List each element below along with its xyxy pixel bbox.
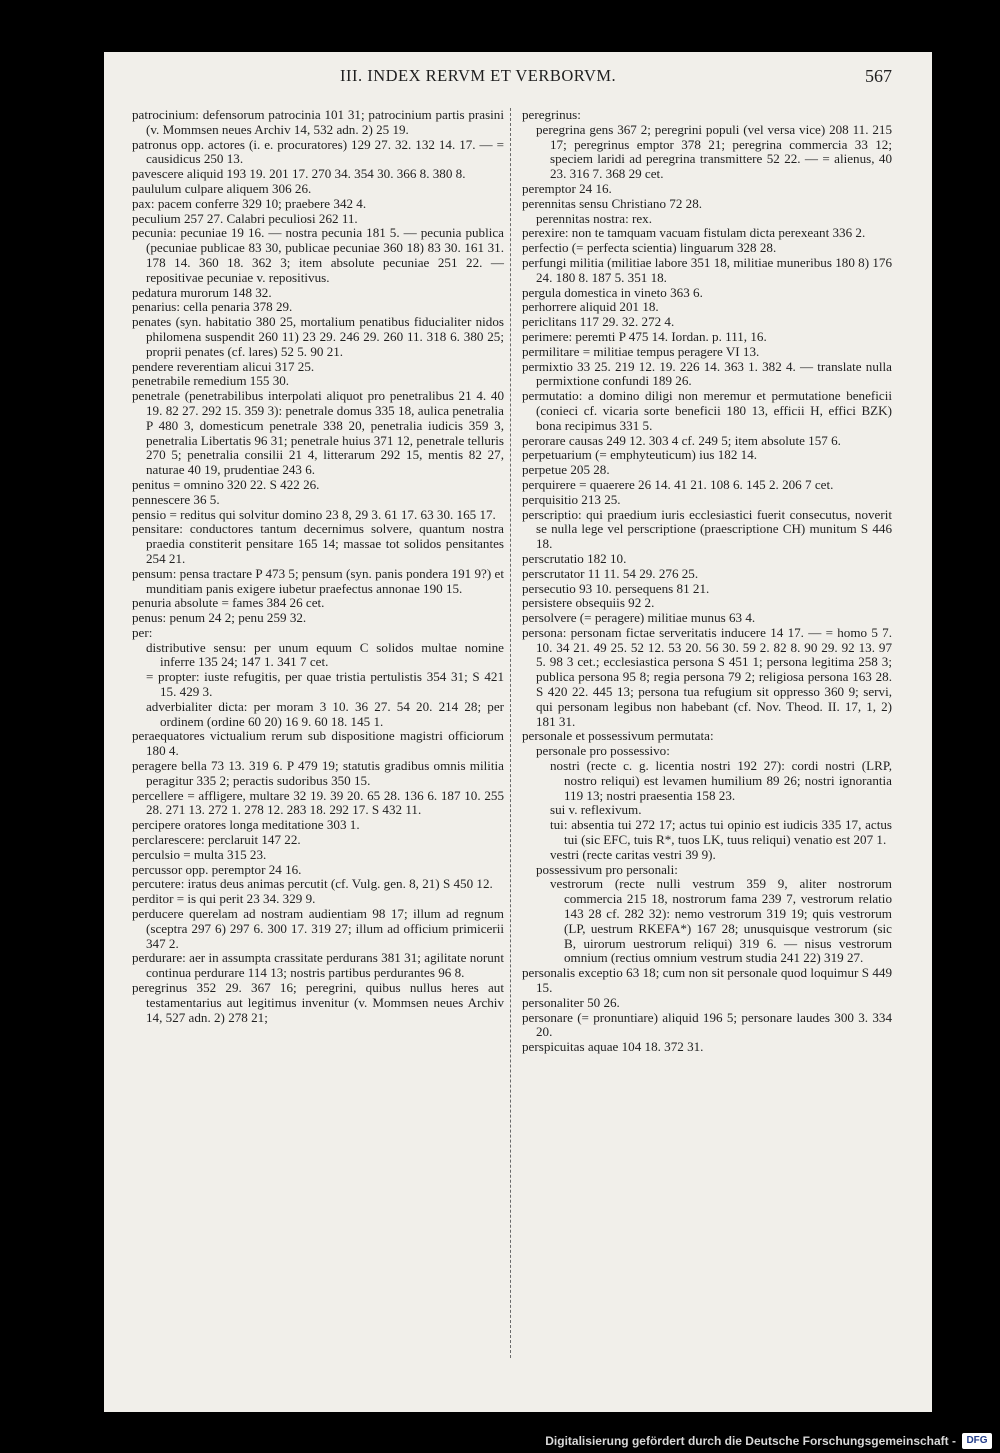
index-entry: pavescere aliquid 193 19. 201 17. 270 34. 354 30. 366 8. 380 8. [132, 166, 466, 182]
index-entry: pergula domestica in vineto 363 6. [522, 284, 703, 300]
index-subentry: adverbialiter dicta: per moram 3 10. 36 27. 54 20. 214 28; per ordinem (ordine 60 20) 16 9. 60 18. 145 1. [146, 698, 504, 729]
index-subentry: tui: absentia tui 272 17; actus tui opinio est iudicis 335 17, actus tui (sic EFC, tuis R*, tuos LK, tuus reliqui) venatio est 207 1. [550, 817, 892, 848]
index-entry: penetrabile remedium 155 30. [132, 373, 290, 389]
index-subentry: peregrina gens 367 2; peregrini populi (vel versa vice) 208 11. 215 17; peregrinus emptor 378 21; peregrina commercia 33 12; speciem laridi ad peregrina transmittere 52 22. — = alienus, 40 23. 316 7. 368 29 cet. [536, 121, 892, 182]
index-entry: peculium 257 27. Calabri peculiosi 262 11. [132, 210, 358, 226]
index-entry: percutere: iratus deus animas percutit (cf. Vulg. gen. 8, 21) S 450 12. [132, 876, 493, 892]
index-entry: personare (= pronuntiare) aliquid 196 5; personare laudes 300 3. 334 20. [522, 1009, 892, 1040]
index-entry: perclarescere: perclaruit 147 22. [132, 832, 301, 848]
index-entry: perpetuarium (= emphyteuticum) ius 182 14. [522, 447, 758, 463]
index-subentry: sui v. reflexivum. [550, 802, 642, 818]
index-entry: perexire: non te tamquam vacuam fistulam dicta perexeant 336 2. [522, 225, 866, 241]
index-entry: perculsio = multa 315 23. [132, 846, 267, 862]
index-entry: perspicuitas aquae 104 18. 372 31. [522, 1039, 704, 1055]
index-entry: penus: penum 24 2; penu 259 32. [132, 610, 307, 626]
index-entry: peremptor 24 16. [522, 180, 612, 196]
index-entry: paululum culpare aliquem 306 26. [132, 180, 312, 196]
dfg-logo-icon: DFG [962, 1433, 992, 1449]
index-entry: peregrinus 352 29. 367 16; peregrini, quibus nullus heres aut testamentarius aut legitimus invenitur (v. Mommsen neues Archiv 14, 527 adn. 2) 278 21; [132, 980, 504, 1025]
index-entry: percussor opp. peremptor 24 16. [132, 861, 302, 877]
index-entry: persolvere (= peragere) militiae munus 63 4. [522, 610, 756, 626]
index-entry: pensio = reditus qui solvitur domino 23 8, 29 3. 61 17. 63 30. 165 17. [132, 506, 496, 522]
index-entry: penarius: cella penaria 378 29. [132, 299, 293, 315]
index-entry: percellere = affligere, multare 32 19. 39 20. 65 28. 136 6. 187 10. 255 28. 271 13. 272 1. 278 12. 283 18. 292 17. S 432 11. [132, 787, 504, 818]
index-entry: perquisitio 213 25. [522, 491, 621, 507]
index-entry: patrocinium: defensorum patrocinia 101 31; patrocinium partis prasini (v. Mommsen neues Archiv 14, 532 adn. 2) 25 19. [132, 107, 504, 137]
index-subentry: personale pro possessivo: [536, 743, 670, 759]
index-subentry: possessivum pro personali: [536, 861, 678, 877]
index-entry: perscrutator 11 11. 54 29. 276 25. [522, 565, 699, 581]
index-entry: pensum: pensa tractare P 473 5; pensum (syn. panis pondera 191 9?) et munditiam panis exigere iubetur praefectus annonae 190 15. [132, 565, 504, 596]
index-subentry: nostri (recte c. g. licentia nostri 192 27): cordi nostri (LRP, nostro reliqui) est levamen humilium 89 26; nostri ignorantia 119 13; nostri praesentia 158 23. [550, 758, 892, 803]
index-entry: persecutio 93 10. persequens 81 21. [522, 580, 710, 596]
index-entry: pedatura murorum 148 32. [132, 284, 272, 300]
index-entry: perfectio (= perfecta scientia) linguarum 328 28. [522, 240, 777, 256]
index-entry: perscriptio: qui praedium iuris ecclesiastici fuerit consecutus, noverit se nulla lege vel perscriptione (praescriptione CH) munitum S 446 18. [522, 506, 892, 552]
index-subentry: perennitas nostra: rex. [536, 210, 652, 226]
index-entry: personale et possessivum permutata: [522, 728, 714, 744]
column-divider [510, 108, 511, 1358]
index-entry: per: [132, 624, 153, 640]
index-entry: permixtio 33 25. 219 12. 19. 226 14. 363 1. 382 4. — translate nulla permixtione confundi 189 26. [522, 358, 892, 389]
index-entry: pendere reverentiam alicui 317 25. [132, 358, 315, 374]
index-entry: perditor = is qui perit 23 34. 329 9. [132, 891, 316, 907]
index-entry: perorare causas 249 12. 303 4 cf. 249 5; item absolute 157 6. [522, 432, 841, 448]
index-entry: percipere oratores longa meditatione 303 1. [132, 817, 360, 833]
page-number: 567 [865, 66, 892, 86]
index-entry: patronus opp. actores (i. e. procuratores) 129 27. 32. 132 14. 17. — = causidicus 250 13. [132, 136, 504, 167]
index-entry: peregrinus: [522, 107, 581, 122]
index-entry: penetrale (penetrabilibus interpolati aliquot pro penetralibus 21 4. 40 19. 82 27. 292 15. 359 3): penetrale domus 335 18, aulica penetralia P 480 3, domesticum penetrale 338 20, penetralia iudicis 359 3, penetralia Libertatis 96 31; penetrale huius 371 12, penetrale telluris 270 5; penetralia consilii 21 4, litterarum 292 15, mentis 82 27, naturae 40 19, prudentiae 243 6. [132, 388, 504, 478]
index-entry: pecunia: pecuniae 19 16. — nostra pecunia 181 5. — pecunia publica (pecuniae publicae 83 30, publicae pecuniae 360 18) 83 30. 161 31. 178 14. 360 18. 362 3; item absolute pecuniae 251 22. — repositivae pecuniae v. repositivus. [132, 225, 504, 285]
index-entry: perfungi militia (militiae labore 351 18, militiae muneribus 180 8) 176 24. 180 8. 187 5. 351 18. [522, 254, 892, 285]
index-entry: pax: pacem conferre 329 10; praebere 342 4. [132, 195, 367, 211]
index-entry: permilitare = militiae tempus peragere VI 13. [522, 343, 760, 359]
index-entry: perennitas sensu Christiano 72 28. [522, 195, 703, 211]
header-title: III. INDEX RERVM ET VERBORVM. [340, 66, 617, 85]
index-entry: penitus = omnino 320 22. S 422 26. [132, 476, 320, 492]
index-entry: permutatio: a domino diligi non meremur et permutatione beneficii (conieci cf. vicaria sorte beneficii 180 13, efficii H, effici BZK) bona recipimus 331 5. [522, 388, 892, 433]
index-entry: peraequatores victualium rerum sub dispositione magistri officiorum 180 4. [132, 728, 504, 759]
funding-credit: Digitalisierung gefördert durch die Deutsche Forschungsgemeinschaft - [545, 1434, 956, 1448]
left-column [132, 108, 504, 1025]
index-entry: pennescere 36 5. [132, 491, 220, 507]
index-entry: persistere obsequiis 92 2. [522, 595, 655, 611]
index-entry: persona: personam fictae serveritatis inducere 14 17. — = homo 5 7. 10. 34 21. 49 25. 52 12. 53 20. 56 30. 59 2. 82 8. 90 29. 92 13. 97 5. 98 3 cet.; ecclesiastica persona S 451 1; persona legitima 258 3; publica persona 95 8; regia persona 79 2; religiosa persona 163 28. S 420 22. 445 13; persona tua refugium sit oppresso 360 9; servi, qui personam legibus non habebant (cf. Nov. Theod. II. 17, 1, 2) 181 31. [522, 624, 892, 729]
right-column [522, 108, 892, 1055]
index-entry: perhorrere aliquid 201 18. [522, 299, 659, 315]
digitization-footer [0, 1430, 1000, 1453]
index-entry: periclitans 117 29. 32. 272 4. [522, 314, 675, 330]
index-subentry: = propter: iuste refugitis, per quae tristia pertulistis 354 31; S 421 15. 429 3. [146, 669, 504, 700]
index-entry: perdurare: aer in assumpta crassitate perdurans 381 31; agilitate norunt continua perdurare 114 13; nostris partibus perdurantes 96 8. [132, 950, 504, 981]
document-page [104, 52, 932, 1412]
index-entry: perpetue 205 28. [522, 462, 610, 478]
index-subentry: distributive sensu: per unum equum C solidos multae nomine inferre 135 24; 147 1. 341 7 cet. [146, 639, 504, 670]
index-entry: perimere: peremti P 475 14. Iordan. p. 111, 16. [522, 328, 767, 344]
index-entry: personaliter 50 26. [522, 994, 620, 1010]
index-entry: pensitare: conductores tantum decernimus solvere, quantum nostra praedia constiterit pensitare 165 14; massae tot solidos pensitantes 254 21. [132, 521, 504, 566]
index-subentry: vestrorum (recte nulli vestrum 359 9, aliter nostrorum commercia 215 18, nostrorum fama 239 7, vestrorum relatio 143 28 cf. 282 32): nemo vestrorum 319 19; quis vestrorum (LP, uestrum RKEFA*) 167 28; unusquisque vestrorum (sic B, uirorum uestrorum reliqui) 319 6. — nisus vestrorum omnium (rectius omnium vestrum studia 241 22) 319 27. [550, 876, 892, 966]
index-entry: peragere bella 73 13. 319 6. P 479 19; statutis gradibus omnis militia peragitur 335 2; peractis sudoribus 350 15. [132, 758, 504, 788]
running-header [104, 66, 932, 94]
index-entry: penates (syn. habitatio 380 25, mortalium penatibus fiducialiter nidos philomena suspendit 260 11) 23 29. 246 29. 260 11. 318 6. 380 25; proprii penates (cf. lares) 52 5. 90 21. [132, 314, 504, 359]
index-entry: perscrutatio 182 10. [522, 550, 627, 566]
index-entry: perquirere = quaerere 26 14. 41 21. 108 6. 145 2. 206 7 cet. [522, 476, 834, 492]
index-entry: penuria absolute = fames 384 26 cet. [132, 595, 325, 611]
index-subentry: vestri (recte caritas vestri 39 9). [550, 846, 716, 862]
index-entry: personalis exceptio 63 18; cum non sit personale quod loquimur S 449 15. [522, 965, 892, 996]
index-entry: perducere querelam ad nostram audientiam 98 17; illum ad regnum (sceptra 297 6) 297 6. 300 17. 319 27; illum ad officium primicerii 347 2. [132, 906, 504, 951]
